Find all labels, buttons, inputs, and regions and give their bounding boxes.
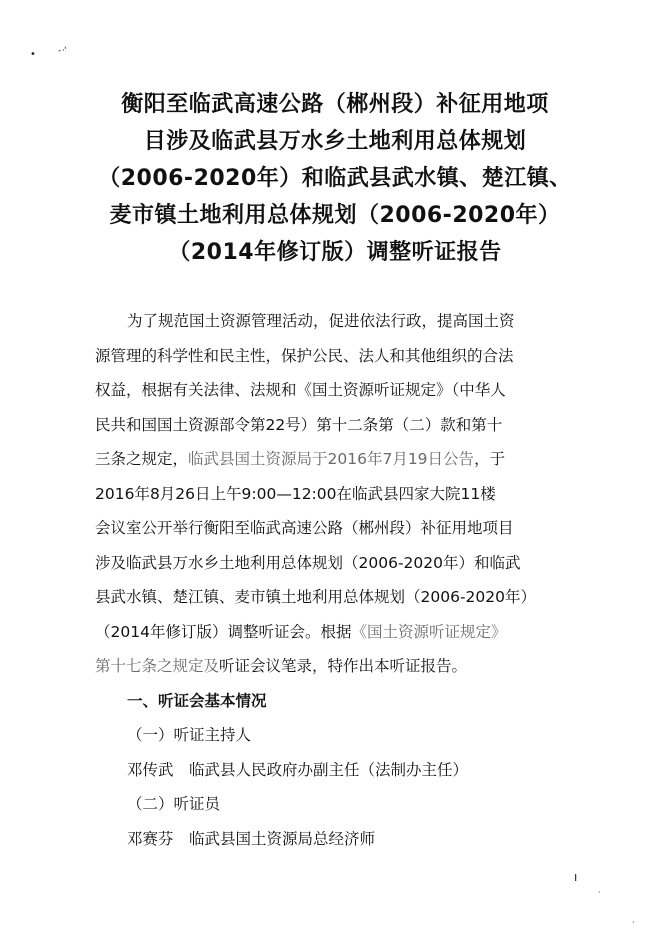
title-line: 麦市镇土地利用总体规划（2006-2020年） (109, 203, 561, 228)
scan-speck: • (30, 49, 36, 60)
paragraph-line: 县武水镇、楚江镇、麦市镇土地利用总体规划（2006-2020年） (95, 588, 536, 606)
title-line: 衡阳至临武高速公路（郴州段）补征用地项 (121, 92, 549, 117)
paragraph-line (95, 615, 595, 650)
scan-speck: - ·' (58, 46, 66, 56)
section-heading: 一、听证会基本情况 (127, 691, 267, 710)
paragraph-segment: ，于 (474, 450, 506, 468)
paragraph-segment-faded: 第十七条之规定及 (95, 657, 220, 675)
subsection-heading: （二）听证员 (127, 795, 221, 813)
paragraph-segment: （2014年修订版）调整听证会。根据 (95, 622, 352, 641)
title-line: （2006-2020年）和临武县武水镇、楚江镇、 (98, 166, 572, 191)
paragraph-segment-faded: 临武县国土资源局于2016年7月19日公告 (188, 450, 475, 468)
host-entry: 邓传武 临武县人民政府办副主任（法制办主任） (127, 760, 469, 779)
paragraph-line: 涉及临武县万水乡土地利用总体规划（2006-2020年）和临武 (95, 553, 521, 572)
paragraph-line (95, 442, 595, 477)
member-entry: 邓赛芬 临武县国土资源局总经济师 (127, 829, 376, 848)
paragraph-line: 源管理的科学性和民主性，保护公民、法人和其他组织的合法 (95, 346, 514, 365)
paragraph-segment: 三条之规定， (95, 450, 189, 468)
paragraph-line: 2016年8月26日上午9:00—12:00在临武县四家大院11楼 (95, 484, 496, 503)
scan-speck: ı (574, 870, 578, 884)
report-body (95, 304, 595, 856)
paragraph-line: 会议室公开举行衡阳至临武高速公路（郴州段）补征用地项目 (95, 519, 514, 537)
title-line: （2014年修订版）调整听证报告 (168, 240, 502, 265)
title-line: 目涉及临武县万水乡土地利用总体规划 (143, 129, 527, 154)
paragraph-line: 为了规范国土资源管理活动，促进依法行政，提高国土资 (127, 312, 515, 330)
scan-speck: · (598, 888, 601, 897)
subsection-heading: （一）听证主持人 (127, 726, 252, 744)
scan-speck: · (632, 918, 635, 927)
paragraph-line: 民共和国国土资源部令第22号）第十二条第（二）款和第十 (95, 415, 503, 434)
paragraph-line (95, 649, 595, 684)
document-title (70, 86, 600, 271)
paragraph-segment-faded: 《国土资源听证规定》 (351, 622, 507, 641)
paragraph-segment: 听证会议笔录，特作出本听证报告。 (219, 657, 468, 675)
paragraph-line: 权益，根据有关法律、法规和《国土资源听证规定》（中华人 (95, 381, 506, 399)
